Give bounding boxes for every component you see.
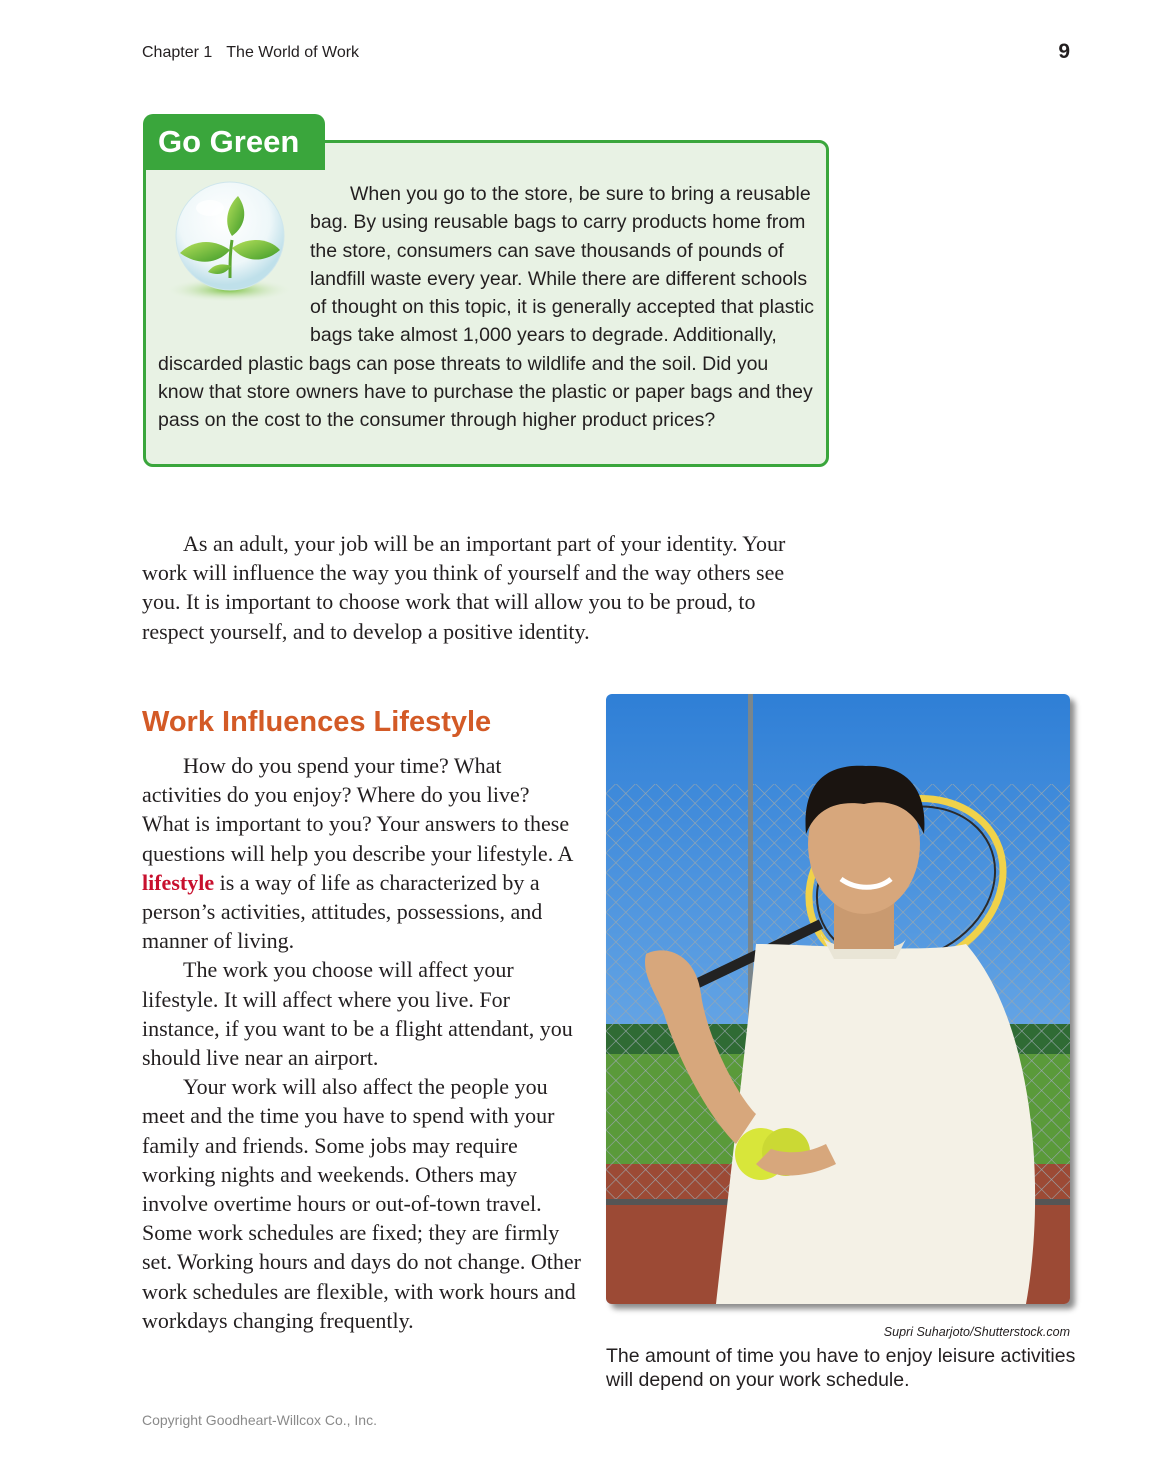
photo-credit: Supri Suharjoto/Shutterstock.com xyxy=(883,1325,1070,1339)
figure-caption: The amount of time you have to enjoy leisure activities will depend on your work schedule. xyxy=(606,1345,1076,1391)
chapter-title: The World of Work xyxy=(226,44,360,61)
running-head xyxy=(142,44,359,62)
page-number: 9 xyxy=(1058,40,1070,63)
paragraph-schedules: Your work will also affect the people you meet and the time you have to spend with your family and friends. Some jobs may require working nights and weekends. Others may involve overtime hours or out-of-town travel. Some work schedules are fixed; they are firmly set. Working hours and days do not change. Other work schedules are flexible, with work hours and workdays changing frequently. xyxy=(142,1074,581,1333)
p1-text-before: How do you spend your time? What activities do you enjoy? Where do you live? What is important to you? Your answers to these questions will help you describe your lifestyle. A xyxy=(142,753,573,866)
key-term-lifestyle: lifestyle xyxy=(142,869,215,895)
section-body xyxy=(142,751,582,1335)
section-heading: Work Influences Lifestyle xyxy=(142,706,492,738)
chapter-number: Chapter 1 xyxy=(142,44,213,61)
p1-text-after: is a way of life as characterized by a person’s activities, attitudes, possessions, and manner of living. xyxy=(142,869,543,954)
go-green-body: When you go to the store, be sure to bring a reusable bag. By using reusable bags to carry products home from the store, consumers can save thousands of pounds of landfill waste every year. While there are different schools of thought on this topic, it is generally accepted that plastic bags take almost 1,000 years to degrade. Additionally, discarded plastic bags can pose threats to wildlife and the soil. Did you know that store owners have to purchase the plastic or paper bags and they pass on the cost to the consumer through higher product prices? xyxy=(158,183,815,432)
paragraph-where-you-live: The work you choose will affect your lifestyle. It will affect where you live. For instance, if you want to be a flight attendant, you should live near an airport. xyxy=(142,957,573,1071)
intro-text: As an adult, your job will be an important part of your identity. Your work will influence the way you think of yourself and the way others see you. It is important to choose work that will allow you to be proud, to respect yourself, and to develop a positive identity. xyxy=(142,531,786,644)
tennis-player-photo xyxy=(606,694,1070,1304)
go-green-title: Go Green xyxy=(143,114,325,170)
go-green-text xyxy=(158,180,818,435)
copyright-footer: Copyright Goodheart-Willcox Co., Inc. xyxy=(142,1412,377,1428)
intro-paragraph xyxy=(142,529,822,646)
paragraph-lifestyle xyxy=(142,751,582,955)
